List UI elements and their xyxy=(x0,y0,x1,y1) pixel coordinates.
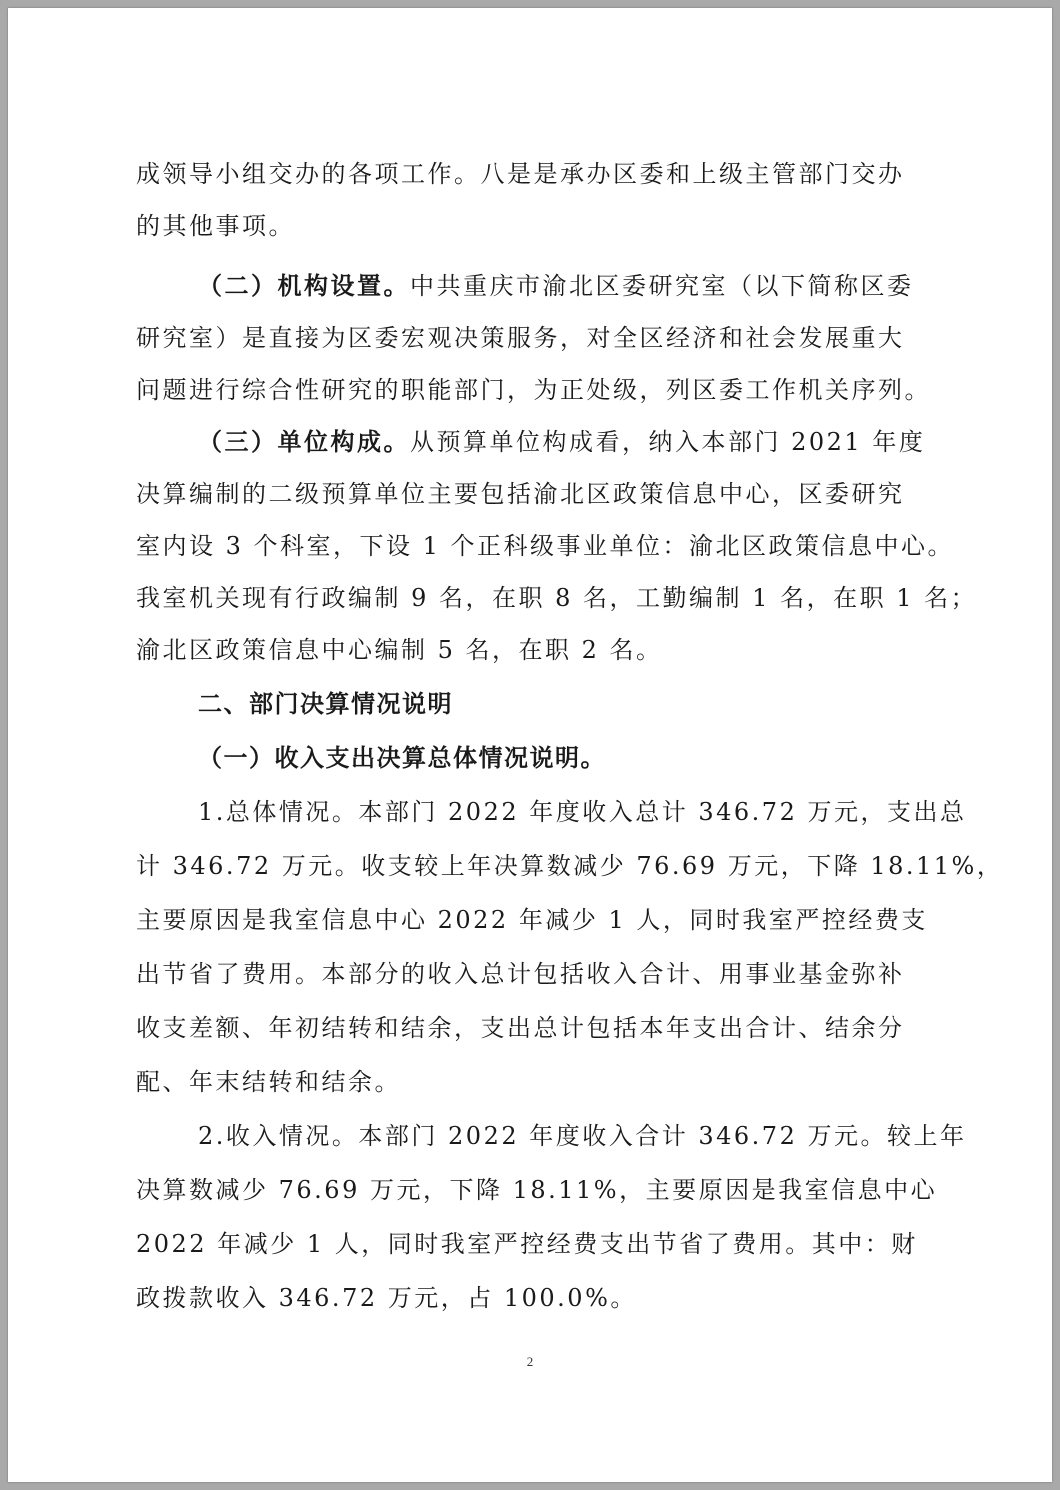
text-line: 成领导小组交办的各项工作。八是是承办区委和上级主管部门交办 xyxy=(136,160,905,188)
text-line: 决算数减少 76.69 万元，下降 18.11%，主要原因是我室信息中心 xyxy=(136,1176,938,1204)
text-line: 的其他事项。 xyxy=(136,212,295,240)
subsection-heading: （一）收入支出决算总体情况说明。 xyxy=(198,744,606,772)
text-line: 决算编制的二级预算单位主要包括渝北区政策信息中心，区委研究 xyxy=(136,480,905,508)
text-line: 室内设 3 个科室，下设 1 个正科级事业单位：渝北区政策信息中心。 xyxy=(136,532,955,560)
text-line: 2.收入情况。本部门 2022 年度收入合计 346.72 万元。较上年 xyxy=(198,1122,967,1150)
text-line: 1.总体情况。本部门 2022 年度收入总计 346.72 万元，支出总 xyxy=(198,798,967,826)
document-page xyxy=(8,8,1052,1482)
section-heading: 二、部门决算情况说明 xyxy=(198,690,453,718)
section-lead: （三）单位构成。 xyxy=(198,427,410,456)
page-number: 2 xyxy=(526,1354,534,1369)
text-line: 收支差额、年初结转和结余，支出总计包括本年支出合计、结余分 xyxy=(136,1014,905,1042)
section-paragraph-unit xyxy=(198,426,956,458)
text-line: 我室机关现有行政编制 9 名，在职 8 名，工勤编制 1 名，在职 1 名； xyxy=(136,584,978,612)
text-line: 主要原因是我室信息中心 2022 年减少 1 人，同时我室严控经费支 xyxy=(136,906,928,934)
text-line: 问题进行综合性研究的职能部门，为正处级，列区委工作机关序列。 xyxy=(136,376,931,404)
text-line: 出节省了费用。本部分的收入总计包括收入合计、用事业基金弥补 xyxy=(136,960,905,988)
text-line: 研究室）是直接为区委宏观决策服务，对全区经济和社会发展重大 xyxy=(136,324,905,352)
text-line: 渝北区政策信息中心编制 5 名，在职 2 名。 xyxy=(136,636,663,664)
text-line: 配、年末结转和结余。 xyxy=(136,1068,401,1096)
text-line: 计 346.72 万元。收支较上年决算数减少 76.69 万元，下降 18.11%， xyxy=(136,852,1004,880)
text-run: 中共重庆市渝北区委研究室（以下简称区委 xyxy=(410,272,914,300)
text-line: 政拨款收入 346.72 万元，占 100.0%。 xyxy=(136,1284,637,1312)
text-line: 2022 年减少 1 人，同时我室严控经费支出节省了费用。其中：财 xyxy=(136,1230,918,1258)
text-run: 从预算单位构成看，纳入本部门 2021 年度 xyxy=(410,428,926,456)
section-lead: （二）机构设置。 xyxy=(198,271,410,300)
section-paragraph-organization xyxy=(198,270,956,302)
